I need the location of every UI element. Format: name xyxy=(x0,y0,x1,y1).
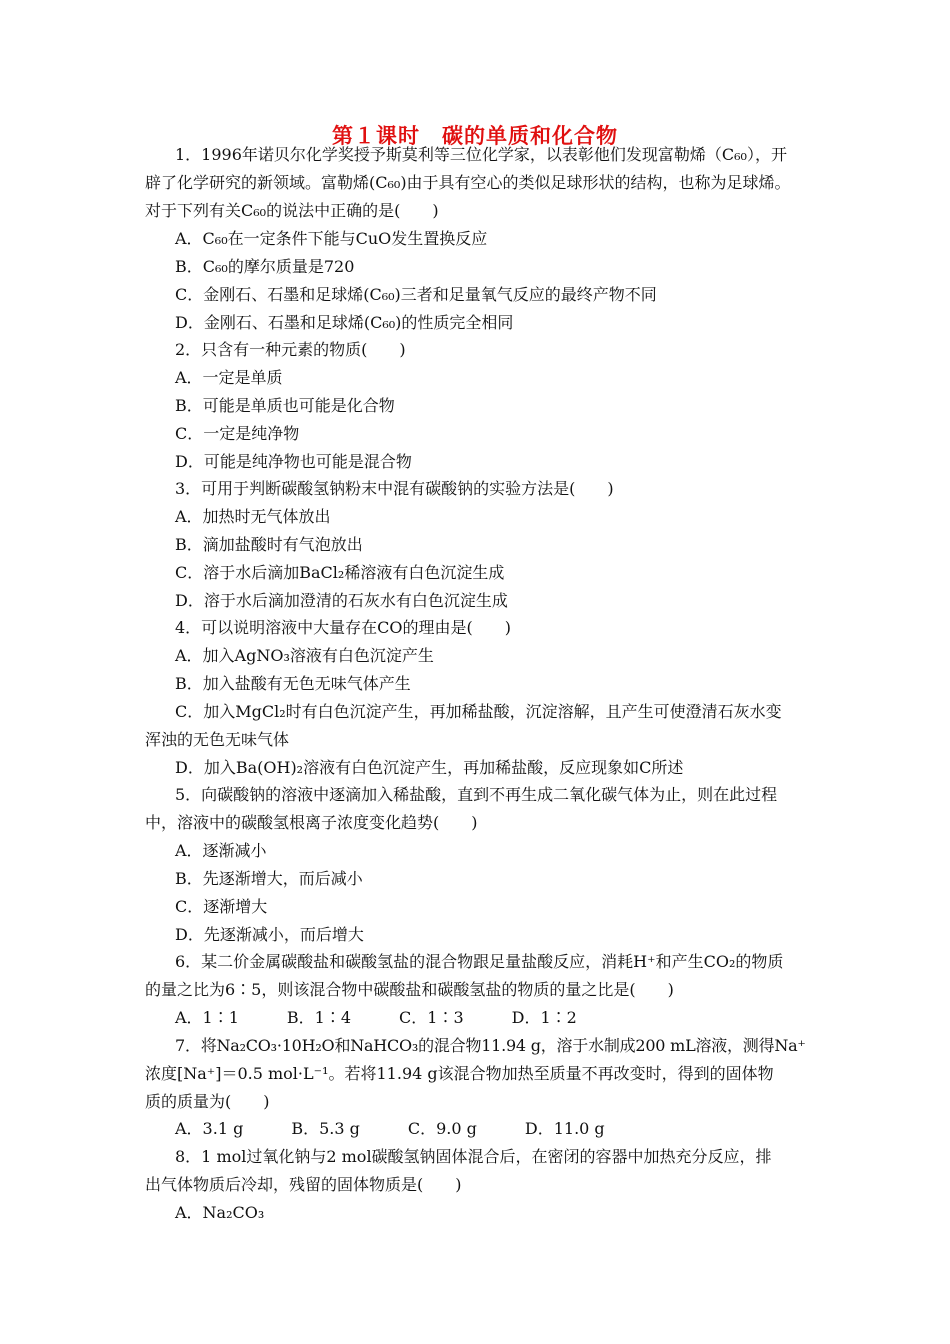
q6-stem-line1: 6．某二价金属碳酸盐和碳酸氢盐的混合物跟足量盐酸反应，消耗H⁺和产生CO₂的物质 xyxy=(175,952,784,971)
q5-option-c: C．逐渐增大 xyxy=(175,897,268,916)
q4-option-d: D．加入Ba(OH)₂溶液有白色沉淀产生，再加稀盐酸，反应现象如C所述 xyxy=(175,758,684,777)
q6-stem-line2: 的量之比为6∶5，则该混合物中碳酸盐和碳酸氢盐的物质的量之比是( ) xyxy=(145,980,674,999)
q3-option-c: C．溶于水后滴加BaCl₂稀溶液有白色沉淀生成 xyxy=(175,563,505,582)
q1-stem-line1: 1．1996年诺贝尔化学奖授予斯莫利等三位化学家，以表彰他们发现富勒烯（C₆₀），开 xyxy=(175,145,787,164)
q8-stem-line1: 8．1 mol过氧化钠与2 mol碳酸氢钠固体混合后，在密闭的容器中加热充分反应，排 xyxy=(175,1147,772,1166)
q4-option-c-line2: 浑浊的无色无味气体 xyxy=(145,730,290,749)
q8-option-a: A．Na₂CO₃ xyxy=(175,1203,265,1222)
q4-stem: 4．可以说明溶液中大量存在CO的理由是( ) xyxy=(175,618,512,637)
q5-option-d: D．先逐渐减小，而后增大 xyxy=(175,925,364,944)
q5-option-b: B．先逐渐增大，而后减小 xyxy=(175,869,363,888)
q2-stem: 2．只含有一种元素的物质( ) xyxy=(175,340,406,359)
q4-option-c-line1: C．加入MgCl₂时有白色沉淀产生，再加稀盐酸，沉淀溶解，且产生可使澄清石灰水变 xyxy=(175,702,782,721)
q7-stem-line2: 浓度[Na⁺]＝0.5 mol·L⁻¹。若将11.94 g该混合物加热至质量不再改变时，得到的固体物 xyxy=(145,1064,774,1083)
q3-option-b: B．滴加盐酸时有气泡放出 xyxy=(175,535,363,554)
q7-stem-line3: 质的质量为( ) xyxy=(145,1092,270,1111)
q1-option-c: C．金刚石、石墨和足球烯(C₆₀)三者和足量氧气反应的最终产物不同 xyxy=(175,285,657,304)
q4-option-a: A．加入AgNO₃溶液有白色沉淀产生 xyxy=(175,646,434,665)
q7-stem-line1: 7．将Na₂CO₃·10H₂O和NaHCO₃的混合物11.94 g，溶于水制成200 mL溶液，测得Na⁺ xyxy=(175,1036,806,1055)
q3-stem: 3．可用于判断碳酸氢钠粉末中混有碳酸钠的实验方法是( ) xyxy=(175,479,614,498)
q2-option-d: D．可能是纯净物也可能是混合物 xyxy=(175,452,412,471)
q2-option-a: A．一定是单质 xyxy=(175,368,283,387)
q6-options: A．1∶1 B．1∶4 C．1∶3 D．1∶2 xyxy=(175,1008,577,1027)
q2-option-c: C．一定是纯净物 xyxy=(175,424,300,443)
q3-option-d: D．溶于水后滴加澄清的石灰水有白色沉淀生成 xyxy=(175,591,508,610)
q1-option-a: A．C₆₀在一定条件下能与CuO发生置换反应 xyxy=(175,229,488,248)
q3-option-a: A．加热时无气体放出 xyxy=(175,507,331,526)
q1-stem-line2: 辟了化学研究的新领域。富勒烯(C₆₀)由于具有空心的类似足球形状的结构，也称为足球烯。 xyxy=(145,173,791,192)
q4-option-b: B．加入盐酸有无色无味气体产生 xyxy=(175,674,411,693)
q8-stem-line2: 出气体物质后冷却，残留的固体物质是( ) xyxy=(145,1175,462,1194)
page-title: 第１课时 碳的单质和化合物 xyxy=(332,124,618,148)
q5-stem-line2: 中，溶液中的碳酸氢根离子浓度变化趋势( ) xyxy=(145,813,478,832)
q5-option-a: A．逐渐减小 xyxy=(175,841,267,860)
q2-option-b: B．可能是单质也可能是化合物 xyxy=(175,396,395,415)
q1-stem-line3: 对于下列有关C₆₀的说法中正确的是( ) xyxy=(145,201,439,220)
q1-option-b: B．C₆₀的摩尔质量是720 xyxy=(175,257,355,276)
q1-option-d: D．金刚石、石墨和足球烯(C₆₀)的性质完全相同 xyxy=(175,313,514,332)
q5-stem-line1: 5．向碳酸钠的溶液中逐滴加入稀盐酸，直到不再生成二氧化碳气体为止，则在此过程 xyxy=(175,785,778,804)
q7-options: A．3.1 g B．5.3 g C．9.0 g D．11.0 g xyxy=(175,1119,605,1138)
